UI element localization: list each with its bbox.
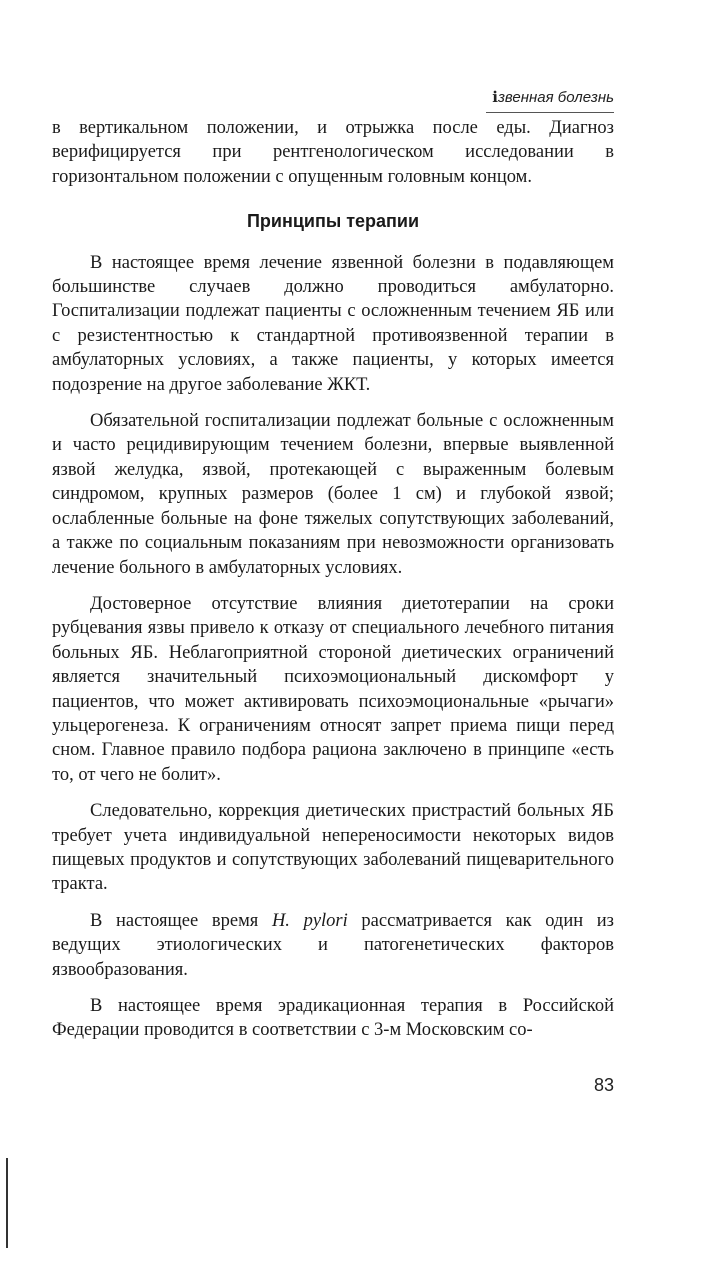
section-title: Принципы терапии [246, 211, 420, 232]
body-text [52, 116, 614, 1055]
paragraph-eradication: В настоящее время эрадикационная терапия в Российской Федерации проводится в соответствии с 3-м Московским со- [52, 996, 614, 1041]
h-pylori-term: H. pylori [271, 910, 348, 931]
header-rule [486, 112, 614, 113]
running-head: ℹзвенная болезнь [492, 89, 614, 106]
paragraph-diet-correction: Следовательно, коррекция диетических пристрастий больных ЯБ требует учета индивидуальной непереносимости некоторых видов пищевых продуктов и сопутствующих заболеваний пищеварительного тракта. [52, 801, 614, 895]
paragraph-diet: Достоверное отсутствие влияния диетотерапии на сроки рубцевания язвы привело к отказу от специального лечебного питания больных ЯБ. Неблагоприятной стороной диетических ограничений является значительный психоэмоциональный дискомфорт у пациентов, что может активировать психоэмоциональные «рычаги» ульцерогенеза. К ограничениям относят запрет приема пищи перед сном. Главное правило подбора рациона заключено в принципе «есть то, от чего не болит». [52, 593, 614, 785]
paragraph-outpatient-treatment: В настоящее время лечение язвенной болезни в подавляющем большинстве случаев должно проводиться амбулаторно. Госпитализации подлежат пациенты с осложненным течением ЯБ или с резистентностью к стандартной противоязвенной терапии в амбулаторных условиях, а также пациенты, у которых имеется подозрение на другое заболевание ЖКТ. [52, 252, 614, 395]
h-pylori-text-before: В настоящее время [90, 910, 272, 931]
h-pylori-text-after: рассматривается как один из ведущих этиологических и патогенетических факторов язвообразования. [52, 910, 614, 980]
paragraph-continued: в вертикальном положении, и отрыжка после еды. Диагноз верифицируется при рентгенологическом исследовании в горизонтальном положении с опущенным головным концом. [52, 118, 614, 187]
page-number: 83 [593, 1075, 614, 1095]
paragraph-hospitalization: Обязательной госпитализации подлежат больные с осложненным и часто рецидивирующим течением болезни, впервые выявленной язвой желудка, язвой, протекающей с выраженным болевым синдромом, крупных размеров (более 1 см) и глубокой язвой; ослабленные больные на фоне тяжелых сопутствующих заболеваний, а также по социальным показаниям при невозможности организовать лечение больного в амбулаторных условиях. [52, 411, 614, 578]
scan-edge-mark [6, 1158, 8, 1248]
paragraph-h-pylori [52, 909, 614, 982]
